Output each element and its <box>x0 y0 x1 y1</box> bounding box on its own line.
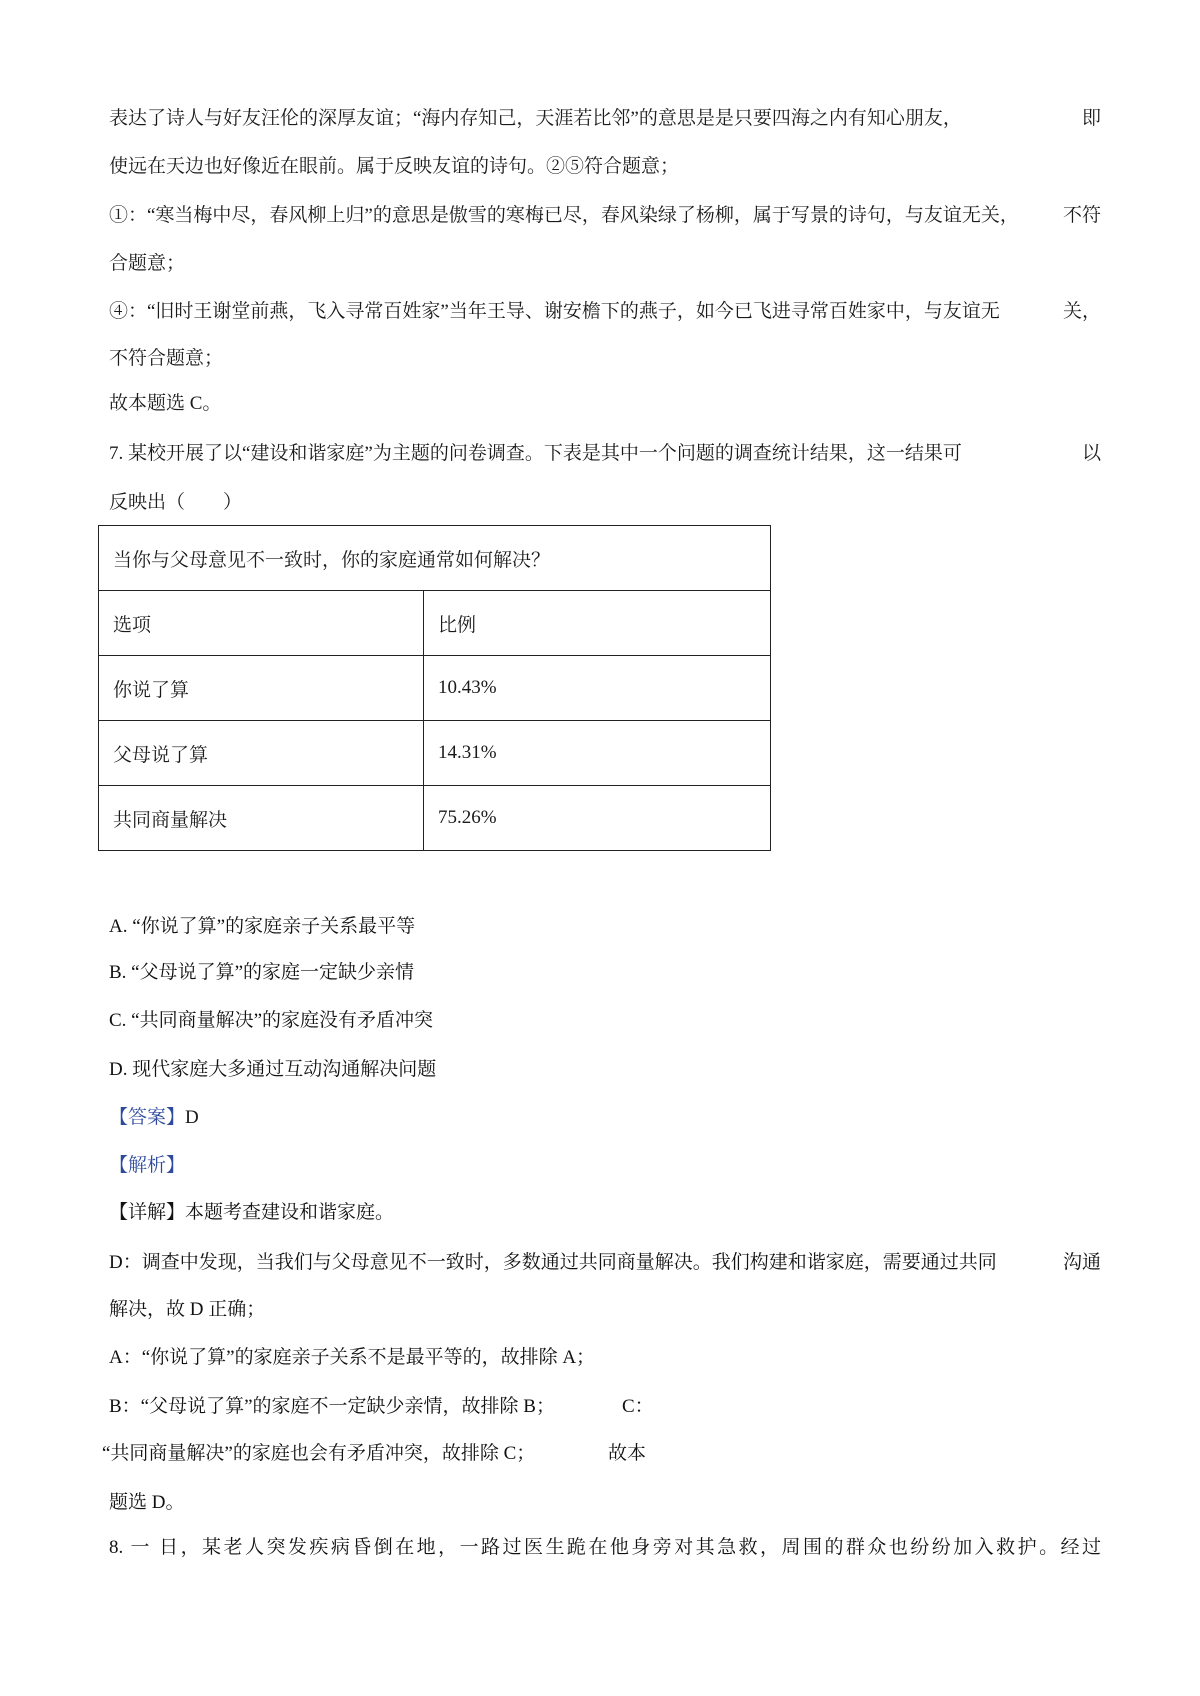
q6-analysis-line-5-main: ④：“旧时王谢堂前燕，飞入寻常百姓家”当年王导、谢安檐下的燕子，如今已飞进寻常百姓家中，与友谊无 <box>109 301 1000 322</box>
answer-line <box>109 1105 199 1131</box>
q6-conclusion: 故本题选 C。 <box>109 393 222 414</box>
q6-analysis-line-2: 使远在天边也好像近在眼前。属于反映友谊的诗句。②⑤符合题意； <box>109 156 680 177</box>
option-d: D. 现代家庭大多通过互动沟通解决问题 <box>109 1059 437 1080</box>
table-cell-option: 你说了算 <box>99 656 424 721</box>
q7-conclusion: 题选 D。 <box>109 1492 185 1513</box>
table-row <box>99 786 771 851</box>
explain-d-tail: 沟通 <box>1062 1252 1101 1273</box>
table-question: 当你与父母意见不一致时，你的家庭通常如何解决？ <box>99 526 771 591</box>
explain-b-tail: C： <box>622 1396 654 1417</box>
q6-analysis-line-3-tail: 不符 <box>1062 205 1101 226</box>
table-header-option: 选项 <box>99 591 424 656</box>
q7-stem-main: 7. 某校开展了以“建设和谐家庭”为主题的问卷调查。下表是其中一个问题的调查统计结果，这一结果可 <box>109 443 962 464</box>
table-title-row <box>99 526 771 591</box>
option-c: C. “共同商量解决”的家庭没有矛盾冲突 <box>109 1010 434 1031</box>
detail-text: 本题考查建设和谐家庭。 <box>185 1202 395 1223</box>
table-cell-ratio: 14.31% <box>424 721 771 786</box>
q6-analysis-line-1 <box>109 106 1101 132</box>
explain-b-line: B：“父母说了算”的家庭不一定缺少亲情，故排除 B； <box>109 1396 555 1417</box>
detail-line <box>109 1200 394 1226</box>
answer-label: 【答案】 <box>109 1107 186 1128</box>
q6-analysis-line-1-main: 表达了诗人与好友汪伦的深厚友谊；“海内存知己，天涯若比邻”的意思是是只要四海之内有知心朋友， <box>109 108 962 129</box>
explain-c-tail: 故本 <box>608 1443 647 1464</box>
survey-table <box>98 525 771 851</box>
table-header-ratio: 比例 <box>424 591 771 656</box>
q6-analysis-line-3 <box>109 203 1101 229</box>
detail-label: 【详解】 <box>109 1202 186 1223</box>
answer-value: D <box>185 1107 199 1128</box>
table-cell-ratio: 10.43% <box>424 656 771 721</box>
q6-analysis-line-5-tail: 关， <box>1062 301 1101 322</box>
q7-stem-tail: 以 <box>1081 443 1101 464</box>
q8-stem: 8. 一 日，某老人突发疾病昏倒在地，一路过医生跪在他身旁对其急救，周围的群众也纷纷加入救护。经过 <box>109 1537 1101 1558</box>
table-row <box>99 656 771 721</box>
table-header-row <box>99 591 771 656</box>
analysis-label: 【解析】 <box>109 1155 186 1176</box>
explain-d-main: D：调查中发现，当我们与父母意见不一致时，多数通过共同商量解决。我们构建和谐家庭，需要通过共同 <box>109 1252 997 1273</box>
table-cell-option: 共同商量解决 <box>99 786 424 851</box>
q6-analysis-line-1-tail: 即 <box>1081 108 1101 129</box>
table-cell-ratio: 75.26% <box>424 786 771 851</box>
table-row <box>99 721 771 786</box>
q7-stem <box>109 441 1101 467</box>
option-a: A. “你说了算”的家庭亲子关系最平等 <box>109 916 416 937</box>
q6-analysis-line-5 <box>109 299 1101 325</box>
q6-analysis-line-6: 不符合题意； <box>109 348 224 369</box>
explain-d-line-2: 解决，故 D 正确； <box>109 1299 266 1320</box>
q7-stem-line-2: 反映出（ ） <box>109 492 243 513</box>
option-b: B. “父母说了算”的家庭一定缺少亲情 <box>109 962 415 983</box>
q6-analysis-line-3-main: ①：“寒当梅中尽，春风柳上归”的意思是傲雪的寒梅已尽，春风染绿了杨柳，属于写景的诗句，与友谊无关， <box>109 205 1019 226</box>
explain-c-line: “共同商量解决”的家庭也会有矛盾冲突，故排除 C； <box>102 1443 536 1464</box>
explain-d-line <box>109 1250 1101 1276</box>
table-cell-option: 父母说了算 <box>99 721 424 786</box>
q6-analysis-line-4: 合题意； <box>109 253 186 274</box>
explain-a-line: A：“你说了算”的家庭亲子关系不是最平等的，故排除 A； <box>109 1347 596 1368</box>
